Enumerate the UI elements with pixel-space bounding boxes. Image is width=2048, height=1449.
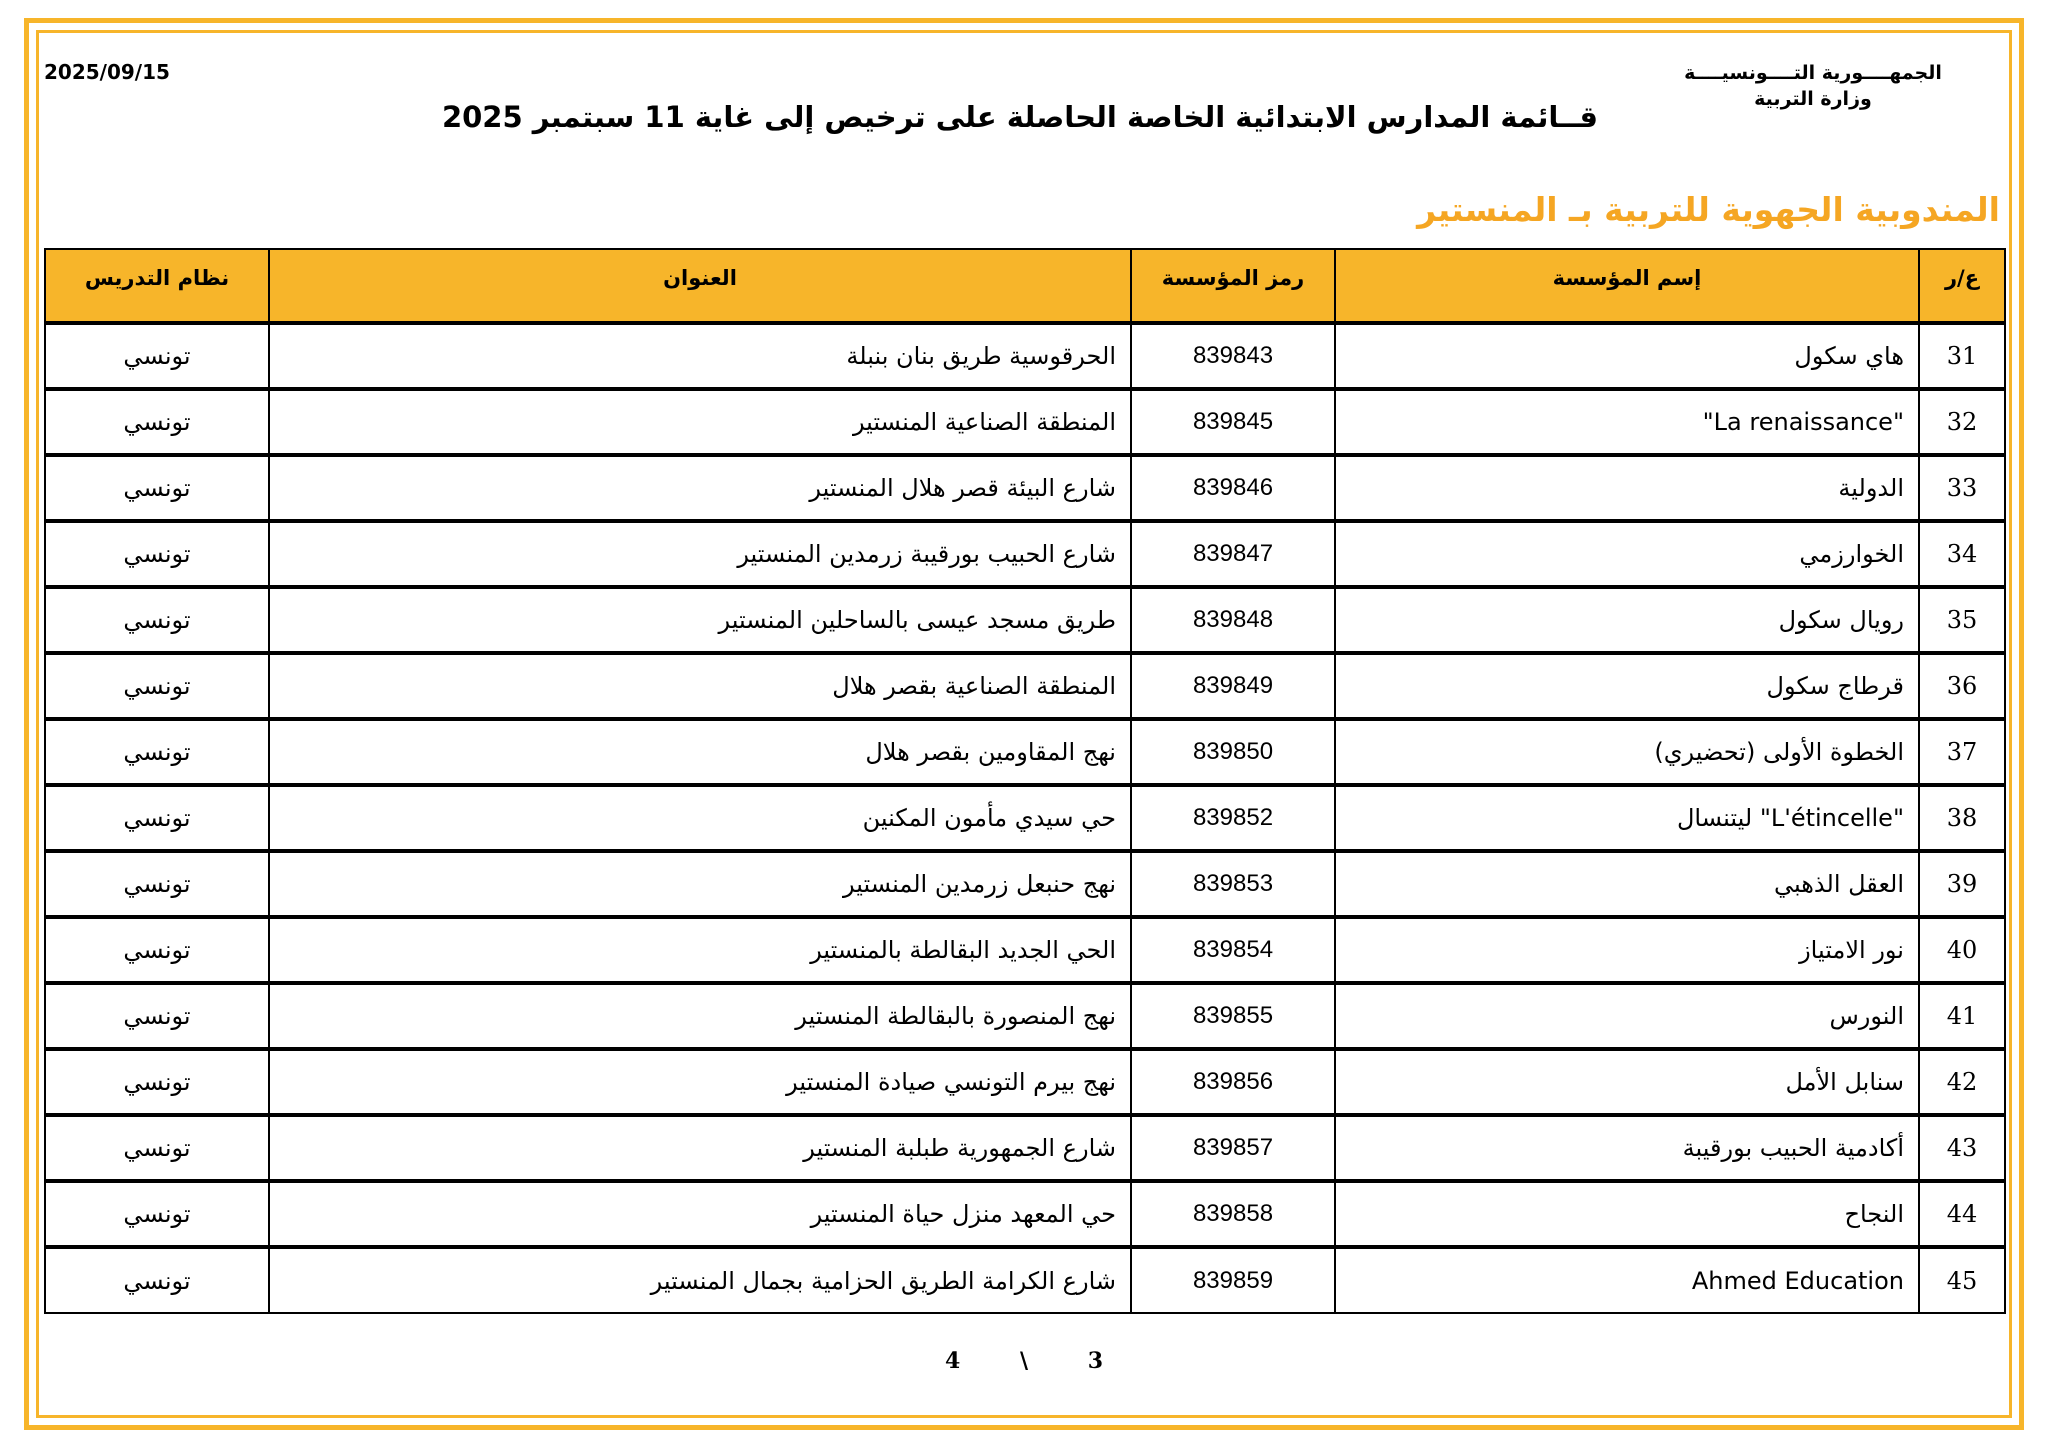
- cell-system: تونسي: [45, 653, 269, 719]
- cell-system: تونسي: [45, 455, 269, 521]
- page-number: [0, 1348, 2048, 1374]
- table-row: [45, 1247, 2005, 1313]
- cell-code: 839858: [1131, 1181, 1335, 1247]
- cell-system: تونسي: [45, 1049, 269, 1115]
- cell-num: 39: [1919, 851, 2005, 917]
- cell-name: الدولية: [1335, 455, 1919, 521]
- cell-code: 839856: [1131, 1049, 1335, 1115]
- cell-num: 43: [1919, 1115, 2005, 1181]
- cell-system: تونسي: [45, 983, 269, 1049]
- cell-code: 839847: [1131, 521, 1335, 587]
- column-header-num: ع/ر: [1919, 249, 2005, 323]
- cell-system: تونسي: [45, 587, 269, 653]
- cell-system: تونسي: [45, 785, 269, 851]
- cell-num: 37: [1919, 719, 2005, 785]
- table-row: [45, 719, 2005, 785]
- cell-num: 44: [1919, 1181, 2005, 1247]
- cell-system: تونسي: [45, 851, 269, 917]
- cell-name: نور الامتياز: [1335, 917, 1919, 983]
- cell-name: "L'étincelle" ليتنسال: [1335, 785, 1919, 851]
- page-total: 4: [944, 1348, 961, 1374]
- cell-address: شارع الكرامة الطريق الحزامية بجمال المنستير: [269, 1247, 1131, 1313]
- cell-num: 45: [1919, 1247, 2005, 1313]
- cell-address: الحرقوسية طريق بنان بنبلة: [269, 323, 1131, 389]
- cell-code: 839843: [1131, 323, 1335, 389]
- cell-address: المنطقة الصناعية المنستير: [269, 389, 1131, 455]
- cell-system: تونسي: [45, 719, 269, 785]
- cell-code: 839850: [1131, 719, 1335, 785]
- schools-table: [44, 248, 2006, 1314]
- cell-address: نهج المنصورة بالبقالطة المنستير: [269, 983, 1131, 1049]
- cell-name: الخطوة الأولى (تحضيري): [1335, 719, 1919, 785]
- cell-name: العقل الذهبي: [1335, 851, 1919, 917]
- cell-address: المنطقة الصناعية بقصر هلال: [269, 653, 1131, 719]
- column-header-code: رمز المؤسسة: [1131, 249, 1335, 323]
- cell-address: شارع الحبيب بورقيبة زرمدين المنستير: [269, 521, 1131, 587]
- cell-code: 839846: [1131, 455, 1335, 521]
- cell-address: حي سيدي مأمون المكنين: [269, 785, 1131, 851]
- table-row: [45, 983, 2005, 1049]
- table-row: [45, 323, 2005, 389]
- page-current: 3: [1087, 1348, 1103, 1374]
- country-name: الجمهــــورية التــــونسيــــة: [1684, 62, 1942, 84]
- table-row: [45, 1115, 2005, 1181]
- table-row: [45, 455, 2005, 521]
- cell-num: 35: [1919, 587, 2005, 653]
- cell-address: نهج بيرم التونسي صيادة المنستير: [269, 1049, 1131, 1115]
- cell-num: 34: [1919, 521, 2005, 587]
- cell-num: 32: [1919, 389, 2005, 455]
- ministry-name: وزارة التربية: [1754, 88, 1872, 110]
- cell-name: Ahmed Education: [1335, 1247, 1919, 1313]
- page-title: قــائمة المدارس الابتدائية الخاصة الحاصلة على ترخيص إلى غاية 11 سبتمبر 2025: [441, 100, 1599, 134]
- cell-system: تونسي: [45, 1115, 269, 1181]
- table-row: [45, 917, 2005, 983]
- cell-system: تونسي: [45, 1247, 269, 1313]
- cell-code: 839848: [1131, 587, 1335, 653]
- cell-address: شارع البيئة قصر هلال المنستير: [269, 455, 1131, 521]
- table-row: [45, 389, 2005, 455]
- column-header-system: نظام التدريس: [45, 249, 269, 323]
- cell-code: 839857: [1131, 1115, 1335, 1181]
- page-separator: \: [1019, 1348, 1029, 1374]
- cell-name: الخوارزمي: [1335, 521, 1919, 587]
- cell-code: 839849: [1131, 653, 1335, 719]
- cell-code: 839854: [1131, 917, 1335, 983]
- cell-address: حي المعهد منزل حياة المنستير: [269, 1181, 1131, 1247]
- cell-system: تونسي: [45, 389, 269, 455]
- cell-code: 839855: [1131, 983, 1335, 1049]
- cell-name: أكادمية الحبيب بورقيبة: [1335, 1115, 1919, 1181]
- table-row: [45, 587, 2005, 653]
- cell-num: 33: [1919, 455, 2005, 521]
- table-row: [45, 1181, 2005, 1247]
- table-row: [45, 1049, 2005, 1115]
- cell-num: 40: [1919, 917, 2005, 983]
- column-header-name: إسم المؤسسة: [1335, 249, 1919, 323]
- column-header-address: العنوان: [269, 249, 1131, 323]
- table-row: [45, 851, 2005, 917]
- cell-system: تونسي: [45, 1181, 269, 1247]
- table-row: [45, 521, 2005, 587]
- cell-code: 839853: [1131, 851, 1335, 917]
- cell-name: "La renaissance": [1335, 389, 1919, 455]
- cell-num: 41: [1919, 983, 2005, 1049]
- region-heading: المندوبية الجهوية للتربية بـ المنستير: [1417, 190, 2000, 229]
- cell-address: شارع الجمهورية طبلبة المنستير: [269, 1115, 1131, 1181]
- cell-address: الحي الجديد البقالطة بالمنستير: [269, 917, 1131, 983]
- cell-num: 31: [1919, 323, 2005, 389]
- cell-code: 839852: [1131, 785, 1335, 851]
- table-body: [45, 323, 2005, 1313]
- cell-num: 42: [1919, 1049, 2005, 1115]
- cell-num: 36: [1919, 653, 2005, 719]
- table-row: [45, 785, 2005, 851]
- cell-name: رويال سكول: [1335, 587, 1919, 653]
- cell-name: سنابل الأمل: [1335, 1049, 1919, 1115]
- document-date: 2025/09/15: [44, 60, 170, 84]
- cell-system: تونسي: [45, 917, 269, 983]
- header-institution: [1653, 60, 1973, 112]
- cell-system: تونسي: [45, 521, 269, 587]
- table-row: [45, 653, 2005, 719]
- cell-name: النجاح: [1335, 1181, 1919, 1247]
- cell-address: نهج المقاومين بقصر هلال: [269, 719, 1131, 785]
- cell-code: 839845: [1131, 389, 1335, 455]
- table-header-row: [45, 249, 2005, 323]
- cell-address: طريق مسجد عيسى بالساحلين المنستير: [269, 587, 1131, 653]
- cell-name: النورس: [1335, 983, 1919, 1049]
- cell-code: 839859: [1131, 1247, 1335, 1313]
- cell-name: هاي سكول: [1335, 323, 1919, 389]
- cell-address: نهج حنبعل زرمدين المنستير: [269, 851, 1131, 917]
- cell-system: تونسي: [45, 323, 269, 389]
- cell-name: قرطاج سكول: [1335, 653, 1919, 719]
- cell-num: 38: [1919, 785, 2005, 851]
